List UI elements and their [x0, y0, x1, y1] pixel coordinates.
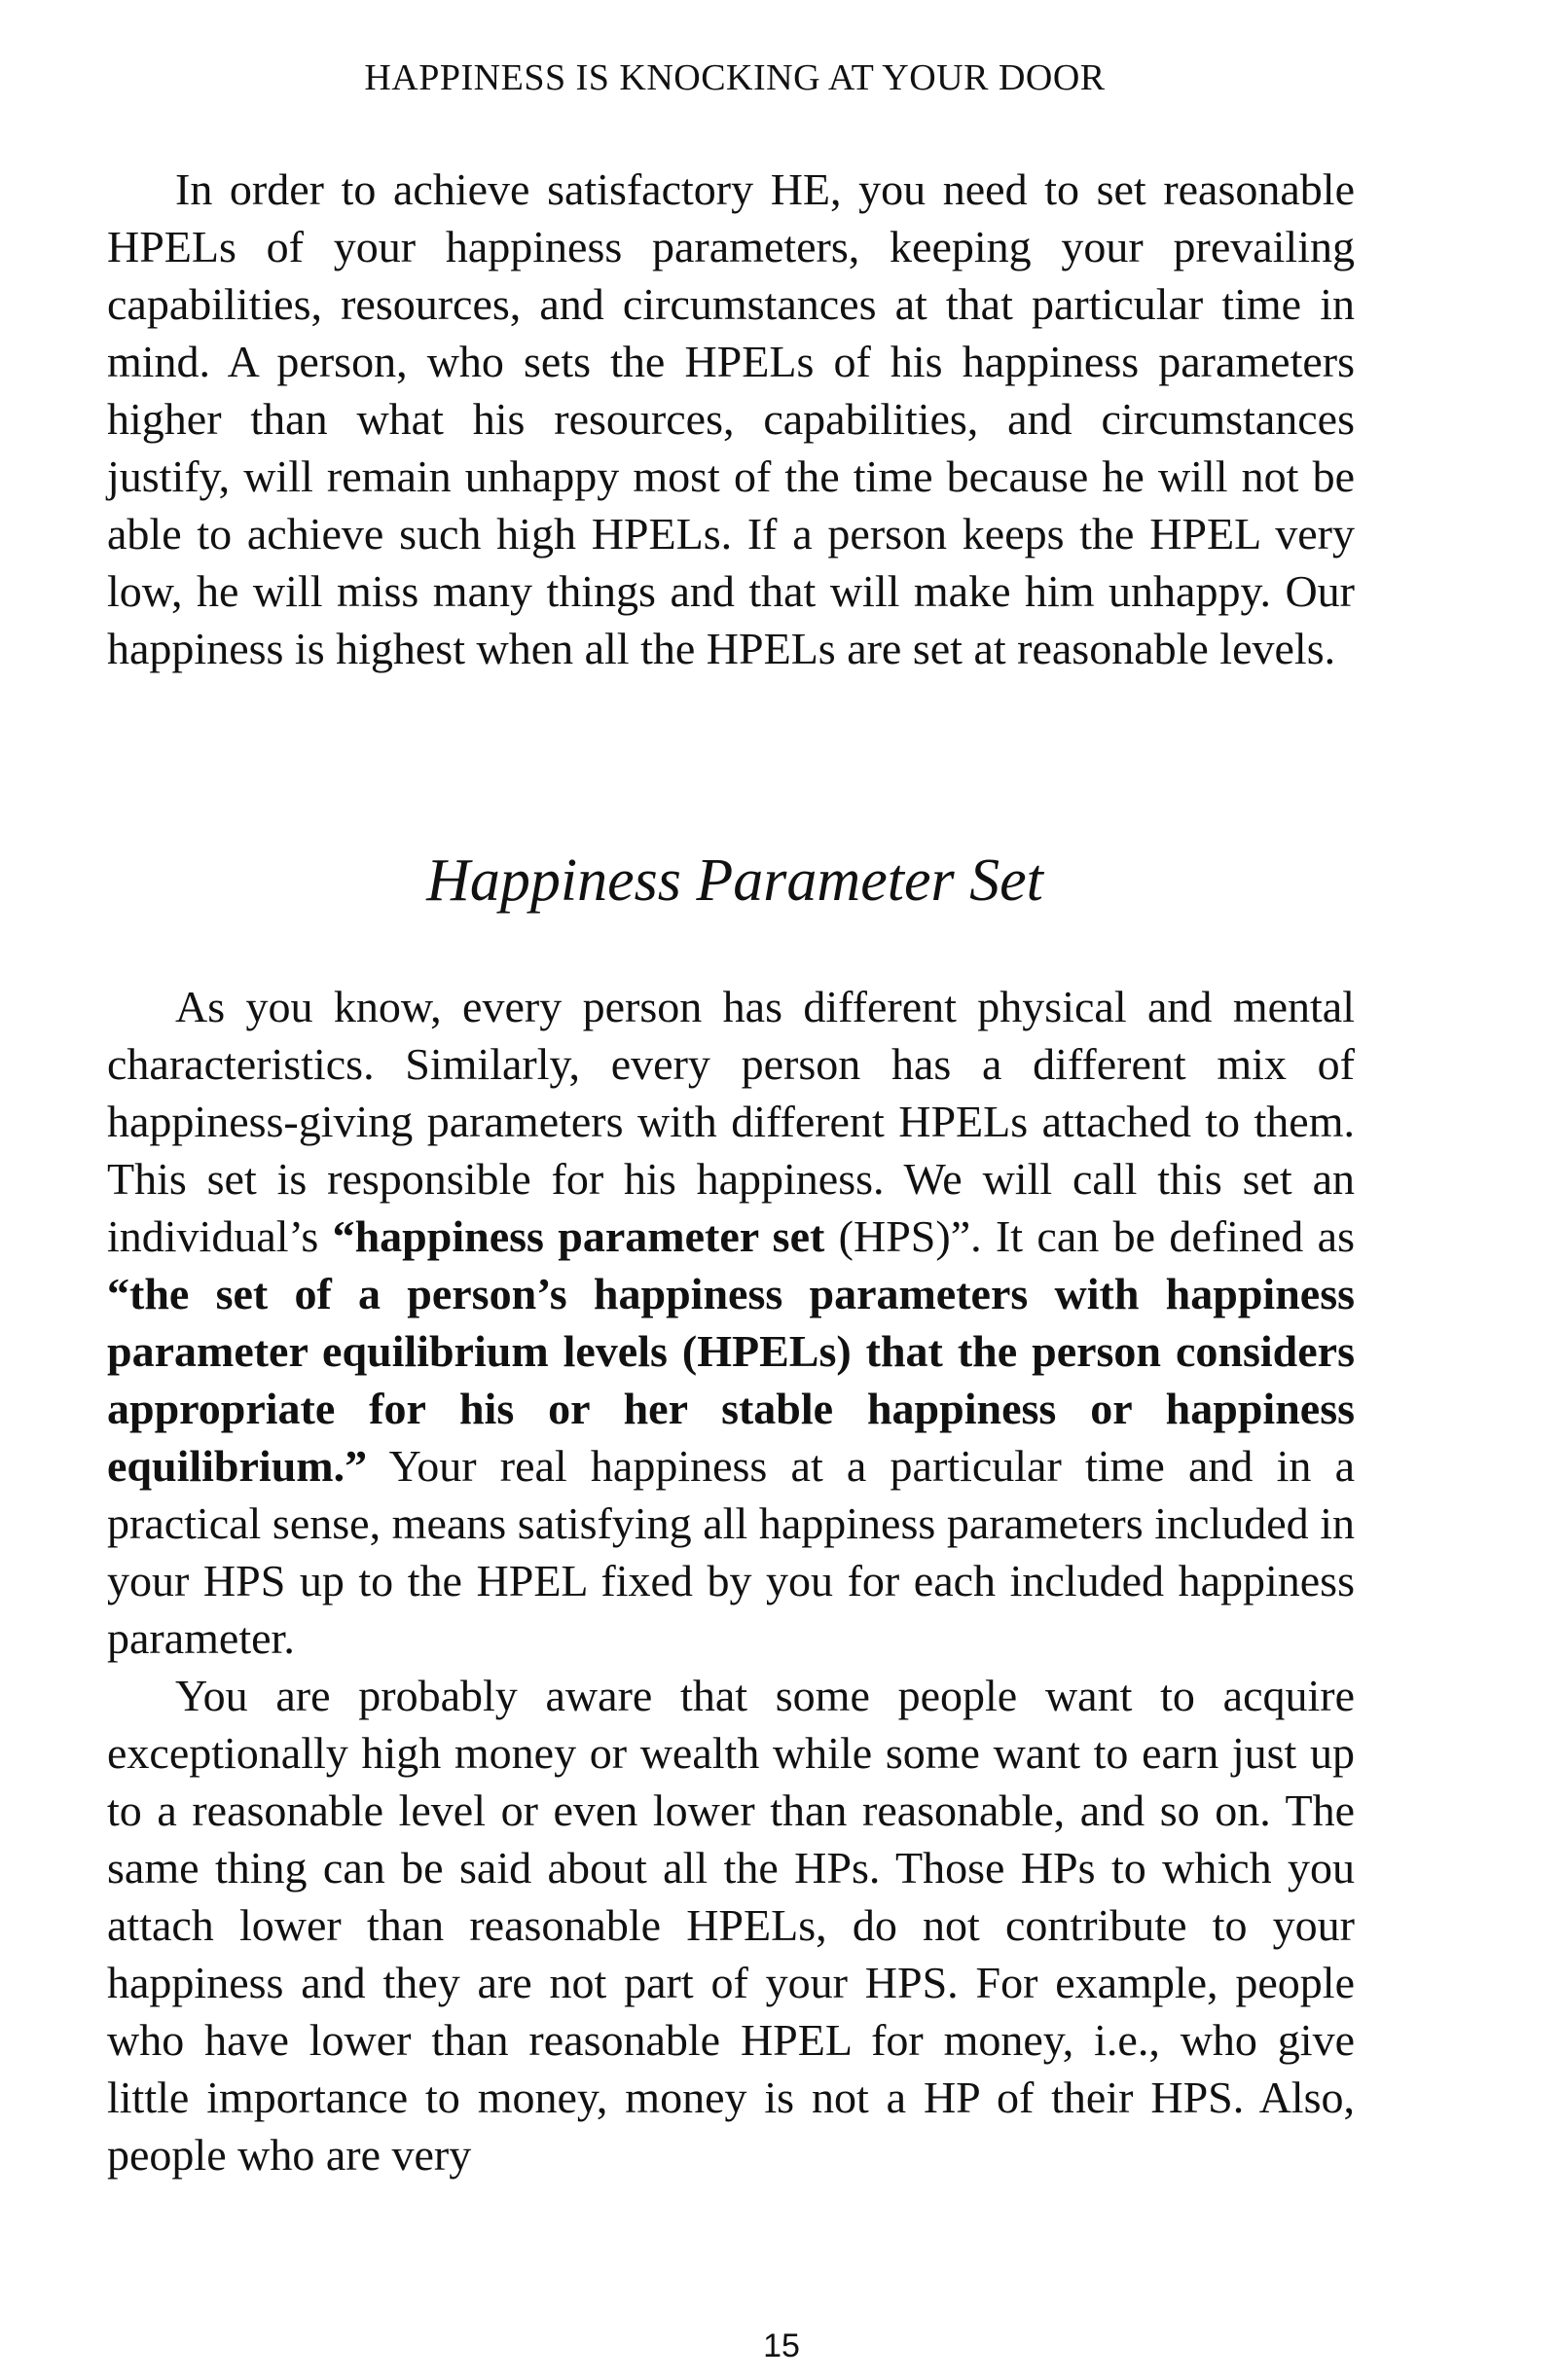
section-paragraph-2: You are probably aware that some people want to acquire exceptionally high money or wealth while some want to earn just up to a reasonable level or even lower than reasonable, and so on. The same thing can be said about all the HPs. Those HPs to which you attach lower than reasonable HPELs, do not contribute to your happiness and they are not part of your HPS. For example, people who have lower than reasonable HPEL for money, i.e., who give little importance to money, money is not a HP of their HPS. Also, people who are very [107, 1671, 1355, 2180]
p1-text-part-2: (HPS)”. It can be defined as [824, 1211, 1355, 1261]
intro-text-block [107, 161, 1355, 677]
p1-text-part-3: Your real happiness at a particular time and in a practical sense, means satisfying all happiness parameters included in your HPS up to the HPEL fixed by you for each included happiness parameter. [107, 1441, 1355, 1663]
section-paragraph-1 [107, 978, 1355, 1667]
p1-bold-term: “happiness parameter set [332, 1211, 825, 1261]
section-heading: Happiness Parameter Set [426, 847, 1043, 914]
p1-bold-definition: “the set of a person’s happiness parameters with happiness parameter equilibrium levels (HPELs) that the person considers appropriate for his or her stable happiness or happiness equilibrium.” [107, 1269, 1355, 1491]
p1-text-part-1: As you know, every person has different physical and mental characteristics. Similarly, every person has a different mix of happiness-giving parameters with different HPELs attached to them. This set is responsible for his happiness. We will call this set an individual’s [107, 982, 1355, 1261]
running-header: HAPPINESS IS KNOCKING AT YOUR DOOR [364, 57, 1106, 98]
page-number: 15 [763, 2327, 800, 2364]
intro-paragraph: In order to achieve satisfactory HE, you need to set reasonable HPELs of your happiness parameters, keeping your prevailing capabilities, resources, and circumstances at that particular time in mind. A person, who sets the HPELs of his happiness parameters higher than what his resources, capabilities, and circumstances justify, will remain unhappy most of the time because he will not be able to achieve such high HPELs. If a person keeps the HPEL very low, he will miss many things and that will make him unhappy. Our happiness is highest when all the HPELs are set at reasonable levels. [107, 164, 1355, 673]
section-text-block [107, 978, 1355, 2183]
